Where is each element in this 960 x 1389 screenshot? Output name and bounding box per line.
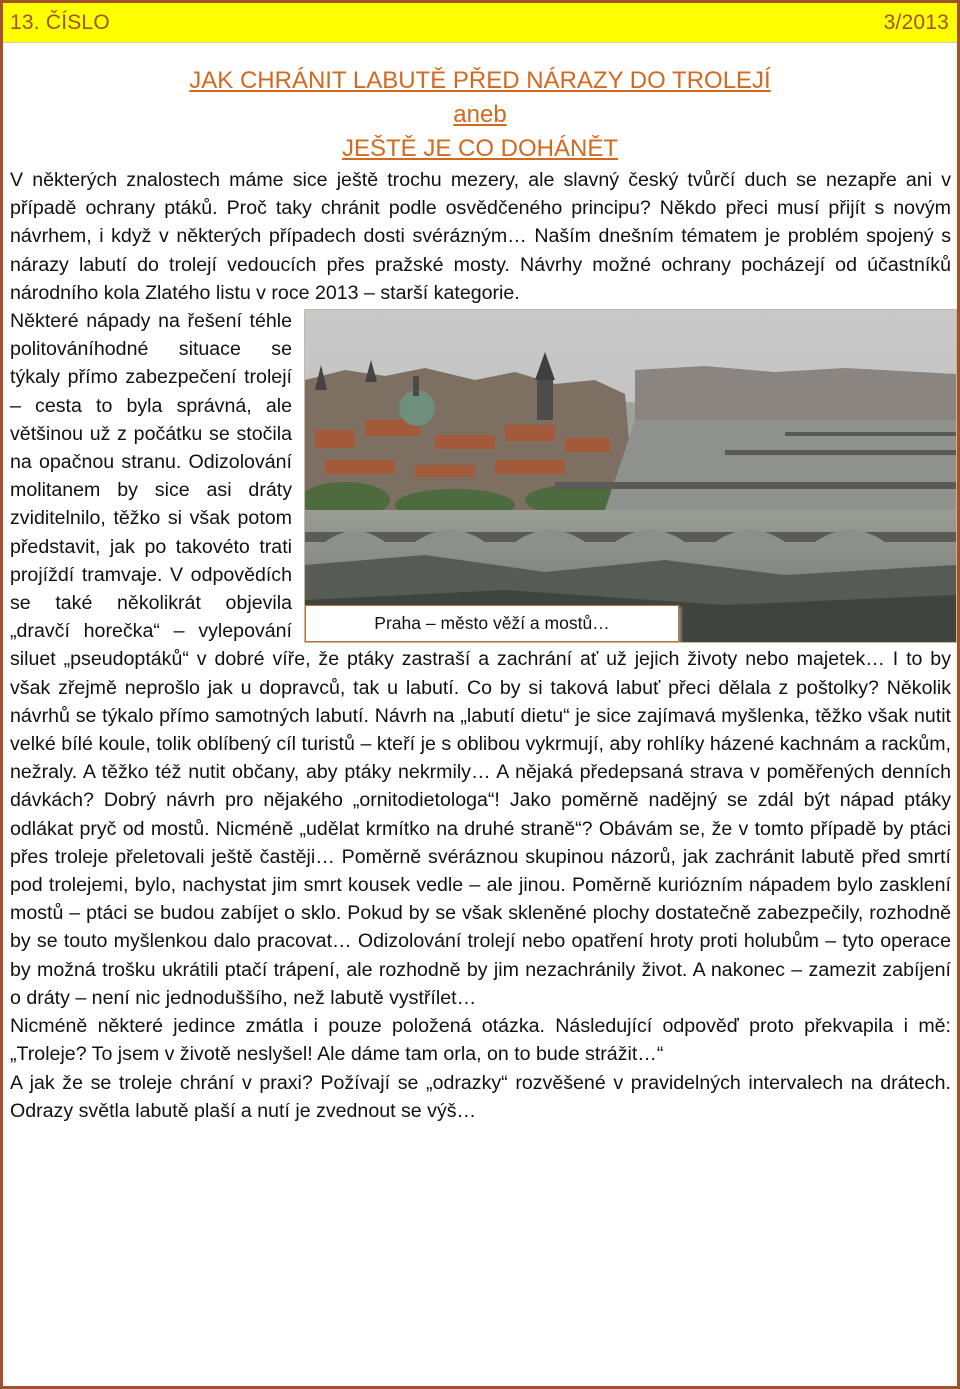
paragraph-2: Některé nápady na řešení téhle politováníhodné situace se týkaly přímo zabezpečení trolejí – cesta to byla správná, ale většinou už z počátku se stočila na opačnou stranu. Odizolování molitanem by sice asi dráty zviditelnilo, těžko si však potom představit, jak po takovéto trati projíždí tramvaje. V odpovědích se také několikrát objevila „dravčí horečka“ – vylepování siluet „pseudoptáků“ v dobré víře, že ptáky zastraší a zachrání ať už jejich životy nebo majetek… I to by však zřejmě neprošlo jak u dopravců, tak u labutí. Co by si taková labuť přeci dělala z poštolky? Několik návrhů se týkalo přímo samotných labutí. Návrh na „labutí dietu“ je sice zajímavá myšlenka, těžko však nutit velké bílé koule, tolik oblíbený cíl turistů – kteří je s oblibou vykrmují, aby rohlíky házené kachnám a rackům, nežraly. A těžko též nutit občany, aby ptáky nekrmily… A nějaká předepsaná strava v poměřených denních dávkách? Dobrý návrh pro nějakého „ornitodietologa“! Jako poměrně nadějný se zdál být nápad ptáky odlákat pryč od mostů. Nicméně „udělat krmítko na druhé straně“? Obávám se, že v tomto případě by ptáci přes troleje přeletovali ještě častěji… Poměrně svéráznou skupinou názorů, jak zachránit labutě před smrtí pod trolejemi, bylo, nachystat jim smrt kousek vedle – ale jinou. Poměrně kuriózním nápadem bylo zasklení mostů – ptáci se budou zabíjet o sklo. Pokud by se však skleněné plochy dostatečně zabezpečily, rozhodně by se touto myšlenkou dalo pracovat… Odizolování trolejí nebo opatření hroty proti holubům – tyto operace by možná trošku ukrátili ptačí trápení, ale rozhodně by jim nezachránily život. A nakonec – zamezit zabíjení o dráty – není nic jednoduššího, než labutě vystřílet…: [10, 310, 951, 1009]
issue-number: 13. ČÍSLO: [10, 10, 110, 34]
article-body: [3, 166, 957, 1125]
issue-date: 3/2013: [883, 10, 949, 34]
title-line-1: JAK CHRÁNIT LABUTĚ PŘED NÁRAZY DO TROLEJÍ: [189, 67, 771, 94]
article-title: [3, 64, 957, 166]
paragraph-1: V některých znalostech máme sice ještě trochu mezery, ale slavný český tvůrčí duch se nezapře ani v případě ochrany ptáků. Proč taky chránit podle osvědčeného principu? Někdo přeci musí přijít s novým návrhem, i když v některých případech dosti svérázným… Naším dnešním tématem je problém spojený s nárazy labutí do trolejí vedoucích přes pražské mosty. Návrhy možné ochrany pocházejí od účastníků národního kola Zlatého listu v roce 2013 – starší kategorie.: [10, 169, 951, 304]
title-line-3: JEŠTĚ JE CO DOHÁNĚT: [341, 135, 619, 162]
photo-illustration: [305, 310, 956, 642]
header-bar: [3, 3, 957, 43]
title-line-2: aneb: [453, 101, 507, 128]
paragraph-4: A jak že se troleje chrání v praxi? Požívají se „odrazky“ rozvěšené v pravidelných intervalech na drátech. Odrazy světla labutě plaší a nutí je zvednout se výš…: [10, 1071, 951, 1122]
photo-caption: Praha – město věží a mostů…: [305, 605, 679, 642]
prague-bridges-photo: [304, 309, 957, 643]
paragraph-3: Nicméně některé jedince zmátla i pouze položená otázka. Následující odpověď proto překvapila i mě: „Troleje? To jsem v životě neslyšel! Ale dáme tam orla, on to bude strážit…“: [10, 1015, 951, 1066]
